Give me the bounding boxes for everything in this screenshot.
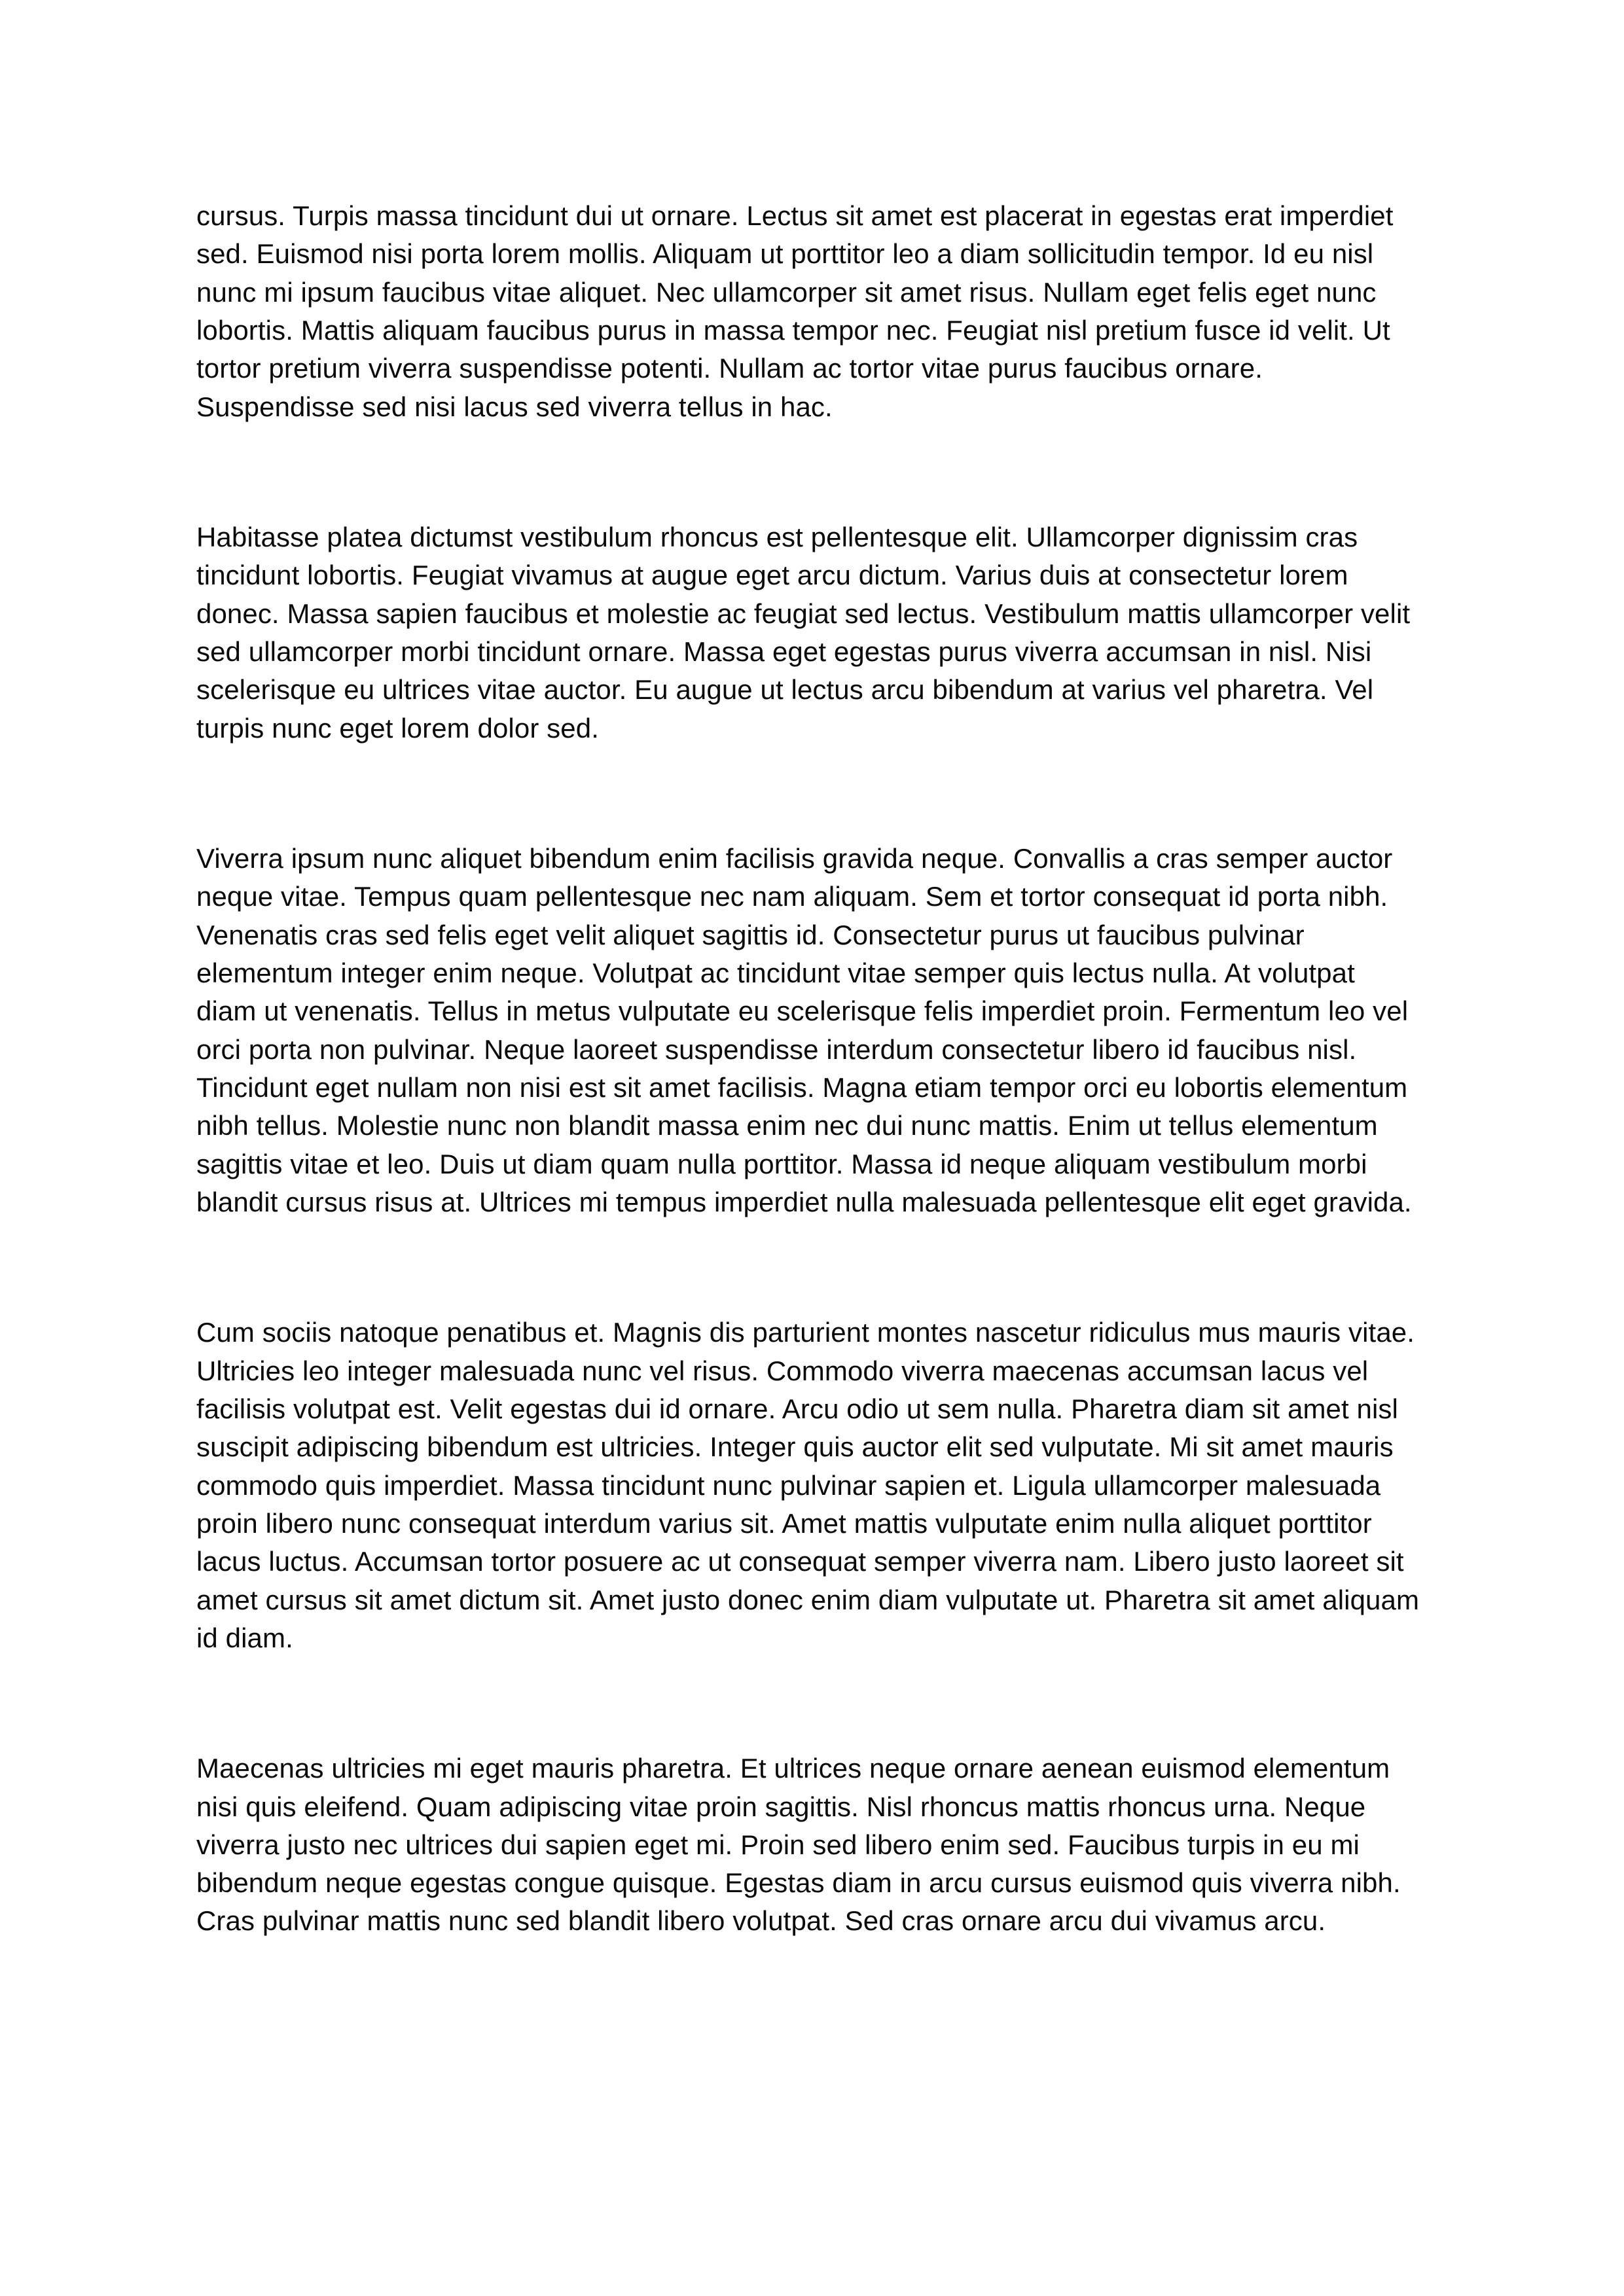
text-line: Venenatis cras sed felis eget velit aliquet sagittis id. Consectetur purus ut faucibus pulvinar <box>196 919 1305 950</box>
text-line: viverra justo nec ultrices dui sapien eget mi. Proin sed libero enim sed. Faucibus turpis in eu mi <box>196 1829 1360 1860</box>
text-line: lacus luctus. Accumsan tortor posuere ac ut consequat semper viverra nam. Libero justo laoreet sit <box>196 1546 1404 1577</box>
text-line: turpis nunc eget lorem dolor sed. <box>196 712 599 744</box>
document-text-area <box>196 197 1428 1941</box>
paragraph <box>196 197 1428 426</box>
text-line: nisi quis eleifend. Quam adipiscing vitae proin sagittis. Nisl rhoncus mattis rhoncus urna. Neque <box>196 1791 1366 1822</box>
text-line: Suspendisse sed nisi lacus sed viverra tellus in hac. <box>196 391 833 422</box>
text-line: orci porta non pulvinar. Neque laoreet suspendisse interdum consectetur libero id faucibus nisl. <box>196 1033 1357 1065</box>
text-line: lobortis. Mattis aliquam faucibus purus in massa tempor nec. Feugiat nisl pretium fusce id velit. Ut <box>196 314 1390 346</box>
paragraph <box>196 1314 1428 1657</box>
text-line: Maecenas ultricies mi eget mauris pharetra. Et ultrices neque ornare aenean euismod elementum <box>196 1753 1390 1784</box>
paragraph <box>196 840 1428 1221</box>
text-line: neque vitae. Tempus quam pellentesque nec nam aliquam. Sem et tortor consequat id porta nibh. <box>196 881 1388 912</box>
text-line: bibendum neque egestas congue quisque. Egestas diam in arcu cursus euismod quis viverra nibh. <box>196 1867 1401 1899</box>
text-line: facilisis volutpat est. Velit egestas dui id ornare. Arcu odio ut sem nulla. Pharetra diam sit amet nisl <box>196 1393 1398 1424</box>
text-line: tincidunt lobortis. Feugiat vivamus at augue eget arcu dictum. Varius duis at consectetur lorem <box>196 560 1348 591</box>
text-line: blandit cursus risus at. Ultrices mi tempus imperdiet nulla malesuada pellentesque elit eget gravida. <box>196 1186 1412 1217</box>
text-line: elementum integer enim neque. Volutpat ac tincidunt vitae semper quis lectus nulla. At volutpat <box>196 957 1355 988</box>
text-line: Tincidunt eget nullam non nisi est sit amet facilisis. Magna etiam tempor orci eu lobortis elementum <box>196 1071 1408 1103</box>
text-line: cursus. Turpis massa tincidunt dui ut ornare. Lectus sit amet est placerat in egestas erat imperdiet <box>196 200 1394 231</box>
text-line: sed. Euismod nisi porta lorem mollis. Aliquam ut porttitor leo a diam sollicitudin tempor. Id eu nisl <box>196 238 1374 270</box>
text-line: sed ullamcorper morbi tincidunt ornare. Massa eget egestas purus viverra accumsan in nisl. Nisi <box>196 636 1372 667</box>
text-line: nibh tellus. Molestie nunc non blandit massa enim nec dui nunc mattis. Enim ut tellus elementum <box>196 1110 1378 1141</box>
text-line: Cum sociis natoque penatibus et. Magnis dis parturient montes nascetur ridiculus mus mauris vitae. <box>196 1317 1415 1348</box>
text-line: commodo quis imperdiet. Massa tincidunt nunc pulvinar sapien et. Ligula ullamcorper malesuada <box>196 1469 1381 1501</box>
text-line: nunc mi ipsum faucibus vitae aliquet. Nec ullamcorper sit amet risus. Nullam eget felis eget nunc <box>196 276 1377 308</box>
text-line: Viverra ipsum nunc aliquet bibendum enim facilisis gravida neque. Convallis a cras semper auctor <box>196 842 1393 874</box>
text-line: amet cursus sit amet dictum sit. Amet justo donec enim diam vulputate ut. Pharetra sit amet aliquam <box>196 1584 1420 1615</box>
text-line: tortor pretium viverra suspendisse potenti. Nullam ac tortor vitae purus faucibus ornare. <box>196 353 1263 384</box>
text-line: scelerisque eu ultrices vitae auctor. Eu augue ut lectus arcu bibendum at varius vel pharetra. Vel <box>196 674 1374 706</box>
text-line: Habitasse platea dictumst vestibulum rhoncus est pellentesque elit. Ullamcorper dignissim cras <box>196 521 1358 552</box>
paragraph <box>196 518 1428 747</box>
text-line: Cras pulvinar mattis nunc sed blandit libero volutpat. Sed cras ornare arcu dui vivamus arcu. <box>196 1905 1326 1937</box>
paragraph <box>196 1749 1428 1941</box>
text-line: sagittis vitae et leo. Duis ut diam quam nulla porttitor. Massa id neque aliquam vestibulum morbi <box>196 1148 1367 1179</box>
text-line: id diam. <box>196 1622 293 1653</box>
text-line: Ultricies leo integer malesuada nunc vel risus. Commodo viverra maecenas accumsan lacus vel <box>196 1355 1369 1386</box>
text-line: proin libero nunc consequat interdum varius sit. Amet mattis vulputate enim nulla aliquet porttitor <box>196 1507 1372 1539</box>
text-line: suscipit adipiscing bibendum est ultricies. Integer quis auctor elit sed vulputate. Mi sit amet mauris <box>196 1431 1394 1463</box>
text-line: diam ut venenatis. Tellus in metus vulputate eu scelerisque felis imperdiet proin. Fermentum leo vel <box>196 996 1409 1027</box>
text-line: donec. Massa sapien faucibus et molestie ac feugiat sed lectus. Vestibulum mattis ullamcorper velit <box>196 598 1411 629</box>
